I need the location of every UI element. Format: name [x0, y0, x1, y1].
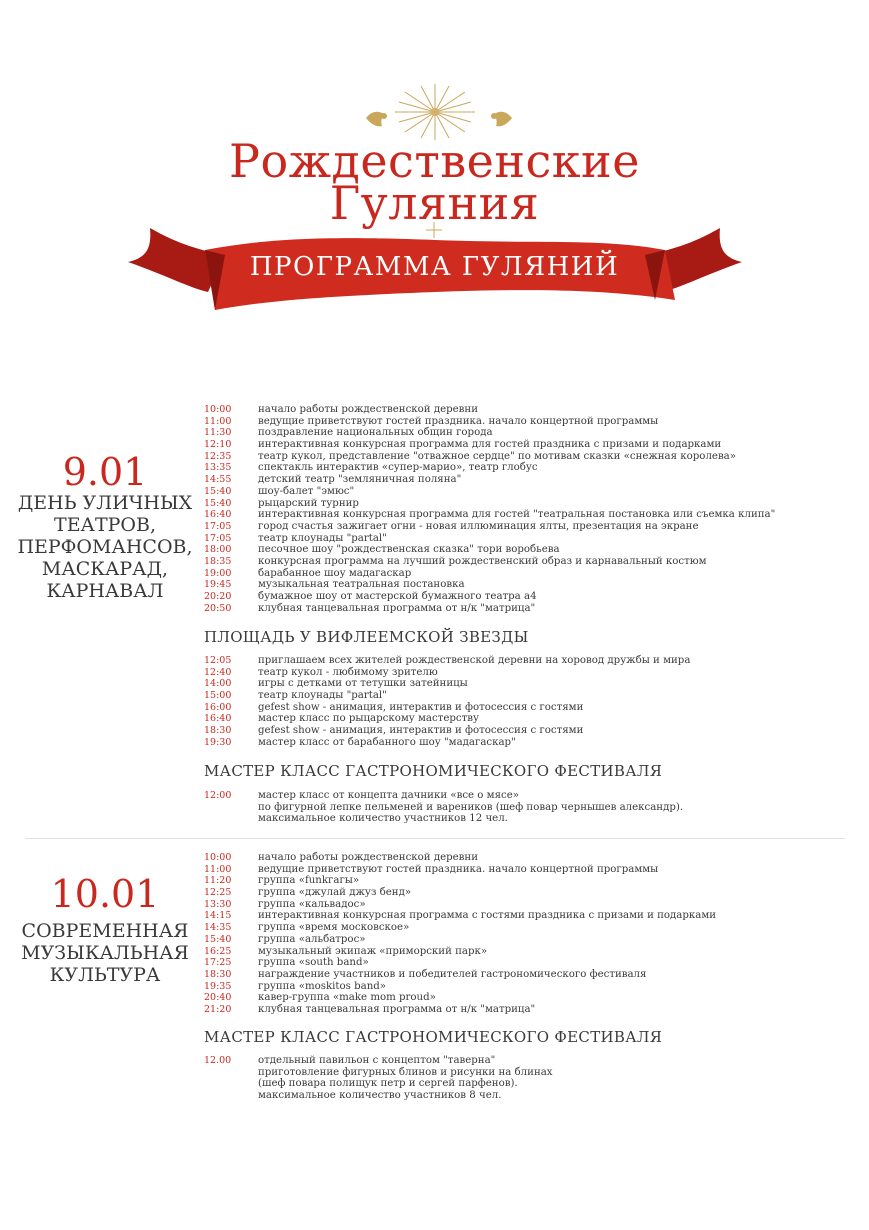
- schedule-event: интерактивная конкурсная программа с гостями праздника с призами и подарками: [258, 910, 717, 922]
- schedule-event: интерактивная конкурсная программа для гостей "театральная постановка или съемка клипа": [258, 509, 776, 521]
- schedule-row: [204, 969, 854, 981]
- schedule-row: [204, 864, 854, 876]
- schedule-row: [204, 1067, 854, 1079]
- schedule-time: 10:00: [204, 404, 232, 415]
- schedule-time: 12.00: [204, 1055, 232, 1066]
- schedule-event: группа «альбатрос»: [258, 933, 366, 945]
- schedule-event: ведущие приветствуют гостей праздника. начало концертной программы: [258, 863, 659, 875]
- schedule-event: группа «funkгагы»: [258, 875, 360, 887]
- schedule-time: 16:40: [204, 509, 232, 521]
- schedule-time: 12:35: [204, 450, 232, 462]
- section-heading: МАСТЕР КЛАСС ГАСТРОНОМИЧЕСКОГО ФЕСТИВАЛЯ: [204, 762, 663, 780]
- day2-gastro-schedule: [204, 1055, 854, 1102]
- schedule-event: клубная танцевальная программа от н/к "матрица": [258, 602, 536, 614]
- schedule-event: театр кукол - любимому зрителю: [258, 666, 438, 678]
- day1-caption-line: ПЕРФОМАНСОВ,: [17, 536, 193, 558]
- schedule-row: [204, 702, 854, 714]
- schedule-time: 18:30: [204, 725, 232, 737]
- schedule-event: бумажное шоу от мастерской бумажного театра а4: [258, 591, 537, 602]
- schedule-event: конкурсная программа на лучший рождественский образ и карнавальный костюм: [258, 555, 707, 567]
- schedule-row: [204, 655, 854, 667]
- angel-left-icon: [366, 112, 387, 127]
- schedule-event: музыкальный экипаж «приморский парк»: [258, 945, 488, 957]
- schedule-time: 20:20: [204, 591, 232, 602]
- schedule-row: [204, 1090, 854, 1102]
- schedule-row: [204, 957, 854, 969]
- schedule-time: 14:55: [204, 474, 232, 486]
- schedule-time: 19:45: [204, 579, 232, 591]
- schedule-row: [204, 568, 854, 580]
- schedule-row: [204, 1004, 854, 1016]
- schedule-event: мастер класс от концепта дачники «все о мясе»: [258, 790, 519, 801]
- schedule-event: песочное шоу "рождественская сказка" тори воробьева: [258, 544, 560, 556]
- schedule-time: 20:50: [204, 602, 232, 614]
- schedule-time: 18:30: [204, 968, 232, 980]
- day2-caption: [15, 920, 195, 986]
- schedule-event: группа «moskitos band»: [258, 980, 387, 992]
- schedule-time: 12:05: [204, 655, 232, 666]
- schedule-time: 12:25: [204, 887, 232, 899]
- schedule-event: детский театр "земляничная поляна": [258, 474, 462, 486]
- day1-date: 9.01: [62, 450, 148, 494]
- schedule-time: 19:35: [204, 980, 232, 992]
- schedule-event: группа «кальвадос»: [258, 898, 366, 910]
- schedule-event: по фигурной лепке пельменей и вареников (шеф повар чернышев александр).: [258, 801, 684, 813]
- schedule-time: 15:40: [204, 933, 232, 945]
- schedule-row: [204, 899, 854, 911]
- schedule-row: [204, 579, 854, 591]
- schedule-event: музыкальная театральная постановка: [258, 579, 465, 591]
- schedule-time: 21:20: [204, 1003, 232, 1015]
- schedule-row: [204, 922, 854, 934]
- schedule-time: [204, 1090, 258, 1102]
- schedule-time: 10:00: [204, 852, 232, 863]
- schedule-event: рыцарский турнир: [258, 497, 359, 509]
- schedule-event: максимальное количество участников 12 чел.: [258, 813, 508, 825]
- schedule-event: gefest show - анимация, интерактив и фотосессия с гостями: [258, 725, 584, 737]
- schedule-event: группа «south band»: [258, 957, 369, 969]
- schedule-row: [204, 790, 854, 802]
- schedule-row: [204, 533, 854, 545]
- day1-schedule: [204, 404, 854, 614]
- header: [0, 0, 869, 330]
- schedule-row: [204, 521, 854, 533]
- schedule-time: 18:35: [204, 555, 232, 567]
- schedule-event: начало работы рождественской деревни: [258, 404, 478, 415]
- schedule-row: [204, 667, 854, 679]
- schedule-time: 15:40: [204, 485, 232, 497]
- schedule-event: (шеф повара полищук петр и сергей парфенов).: [258, 1078, 518, 1090]
- day1-caption-line: КАРНАВАЛ: [46, 580, 164, 602]
- schedule-row: [204, 439, 854, 451]
- schedule-row: [204, 887, 854, 899]
- schedule-event: группа «время московское»: [258, 922, 410, 934]
- schedule-event: театр клоунады "partal": [258, 690, 387, 702]
- schedule-time: 16:00: [204, 701, 232, 713]
- schedule-time: 13:30: [204, 898, 232, 910]
- schedule-event: спектакль интерактив «супер-марио», театр глобус: [258, 462, 538, 474]
- schedule-time: 16:40: [204, 713, 232, 725]
- page-title-line1: Рождественские: [229, 134, 640, 188]
- schedule-row: [204, 404, 854, 416]
- ribbon-label: ПРОГРАММА ГУЛЯНИЙ: [249, 252, 620, 282]
- schedule-time: 12:00: [204, 790, 232, 801]
- schedule-event: отдельный павильон с концептом "таверна": [258, 1055, 496, 1066]
- schedule-time: [204, 1078, 258, 1090]
- schedule-event: gefest show - анимация, интерактив и фотосессия с гостями: [258, 701, 584, 713]
- schedule-time: 14:35: [204, 922, 232, 934]
- schedule-event: театр кукол, представление "отважное сердце" по мотивам сказки «снежная королева»: [258, 450, 736, 462]
- schedule-event: клубная танцевальная программа от н/к "матрица": [258, 1003, 536, 1015]
- schedule-time: 15:40: [204, 497, 232, 509]
- schedule-row: [204, 802, 854, 814]
- schedule-time: 14:00: [204, 678, 232, 690]
- schedule-event: награждение участников и победителей гастрономического фестиваля: [258, 968, 647, 980]
- schedule-row: [204, 981, 854, 993]
- day2-caption-line: СОВРЕМЕННАЯ: [21, 920, 189, 942]
- schedule-row: [204, 591, 854, 603]
- schedule-event: барабанное шоу мадагаскар: [258, 567, 412, 579]
- section-heading: МАСТЕР КЛАСС ГАСТРОНОМИЧЕСКОГО ФЕСТИВАЛЯ: [204, 1028, 663, 1046]
- schedule-row: [204, 603, 854, 615]
- schedule-row: [204, 875, 854, 887]
- schedule-time: 13:35: [204, 462, 232, 474]
- day1-gastro-schedule: [204, 790, 854, 825]
- schedule-row: [204, 556, 854, 568]
- schedule-row: [204, 1078, 854, 1090]
- schedule-row: [204, 474, 854, 486]
- schedule-event: максимальное количество участников 8 чел.: [258, 1090, 502, 1102]
- page-title-line2: Гуляния: [329, 176, 540, 230]
- schedule-time: 11:00: [204, 415, 232, 427]
- schedule-time: 12:40: [204, 666, 232, 678]
- schedule-time: 17:05: [204, 532, 232, 544]
- schedule-event: мастер класс от барабанного шоу "мадагаскар": [258, 736, 516, 748]
- day2-schedule: [204, 852, 854, 1016]
- schedule-time: 19:00: [204, 567, 232, 579]
- schedule-row: [204, 509, 854, 521]
- schedule-event: начало работы рождественской деревни: [258, 852, 478, 863]
- schedule-row: [204, 992, 854, 1004]
- day2-caption-line: МУЗЫКАЛЬНАЯ: [21, 942, 189, 964]
- schedule-time: 17:05: [204, 520, 232, 532]
- schedule-event: группа «джулай джуз бенд»: [258, 887, 412, 899]
- schedule-row: [204, 813, 854, 825]
- schedule-time: [204, 802, 258, 814]
- schedule-event: приготовление фигурных блинов и рисунки на блинах: [258, 1066, 553, 1078]
- schedule-row: [204, 427, 854, 439]
- schedule-row: [204, 486, 854, 498]
- day1-caption-line: ДЕНЬ УЛИЧНЫХ: [17, 492, 193, 514]
- schedule-event: поздравление национальных общин города: [258, 427, 493, 439]
- schedule-time: 11:00: [204, 863, 232, 875]
- schedule-row: [204, 678, 854, 690]
- schedule-event: театр клоунады "partal": [258, 532, 387, 544]
- schedule-time: 11:20: [204, 875, 232, 887]
- schedule-row: [204, 1055, 854, 1067]
- section-heading: ПЛОЩАДЬ У ВИФЛЕЕМСКОЙ ЗВЕЗДЫ: [204, 628, 529, 646]
- schedule-time: 15:00: [204, 690, 232, 702]
- schedule-event: ведущие приветствуют гостей праздника. начало концертной программы: [258, 415, 659, 427]
- day2-date: 10.01: [50, 872, 160, 916]
- schedule-row: [204, 737, 854, 749]
- schedule-event: мастер класс по рыцарскому мастерству: [258, 713, 479, 725]
- day1-caption-line: МАСКАРАД,: [41, 558, 169, 580]
- schedule-event: кавер-группа «make mom proud»: [258, 992, 436, 1004]
- schedule-time: 14:15: [204, 910, 232, 922]
- schedule-row: [204, 946, 854, 958]
- schedule-event: приглашаем всех жителей рождественской деревни на хоровод дружбы и мира: [258, 655, 691, 666]
- schedule-row: [204, 544, 854, 556]
- schedule-time: 11:30: [204, 427, 232, 439]
- schedule-row: [204, 910, 854, 922]
- schedule-row: [204, 713, 854, 725]
- schedule-time: 16:25: [204, 945, 232, 957]
- schedule-event: шоу-балет "эмюс": [258, 485, 355, 497]
- schedule-row: [204, 852, 854, 864]
- schedule-event: интерактивная конкурсная программа для гостей праздника с призами и подарками: [258, 439, 722, 451]
- schedule-time: [204, 1067, 258, 1079]
- schedule-time: 17:25: [204, 957, 232, 969]
- day1-caption-line: ТЕАТРОВ,: [54, 514, 156, 536]
- schedule-time: 20:40: [204, 992, 232, 1004]
- schedule-row: [204, 934, 854, 946]
- schedule-time: 19:30: [204, 736, 232, 748]
- divider: [25, 838, 845, 839]
- schedule-event: город счастья зажигает огни - новая иллюминация ялты, презентация на экране: [258, 520, 699, 532]
- schedule-time: 18:00: [204, 544, 232, 556]
- schedule-row: [204, 725, 854, 737]
- schedule-row: [204, 498, 854, 510]
- schedule-event: игры с детками от тетушки затейницы: [258, 678, 468, 690]
- day1-square-schedule: [204, 655, 854, 749]
- schedule-row: [204, 416, 854, 428]
- schedule-time: [204, 813, 258, 825]
- day2-caption-line: КУЛЬТУРА: [49, 964, 161, 986]
- angel-right-icon: [491, 112, 512, 127]
- schedule-row: [204, 451, 854, 463]
- schedule-row: [204, 690, 854, 702]
- star-icon: [395, 84, 475, 140]
- schedule-time: 12:10: [204, 439, 232, 451]
- day1-caption: [15, 492, 195, 602]
- schedule-row: [204, 462, 854, 474]
